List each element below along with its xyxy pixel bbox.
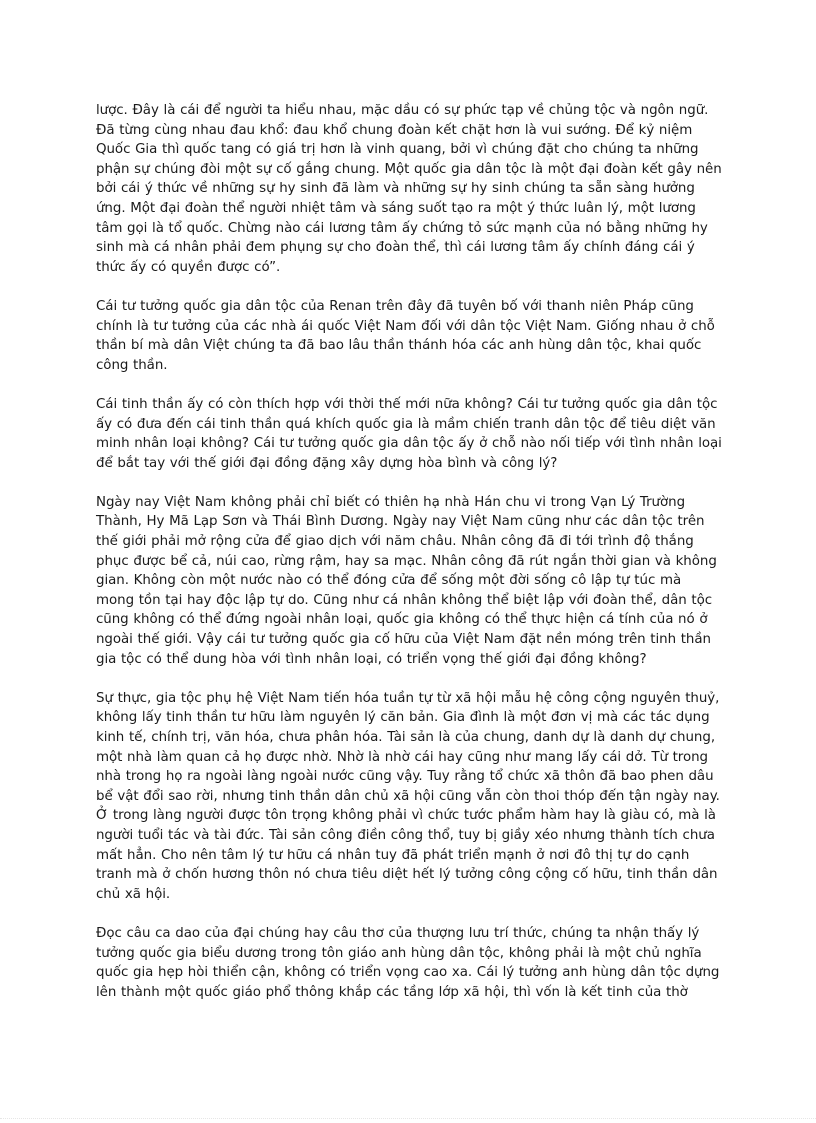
body-paragraph [96, 493, 728, 669]
body-paragraph [96, 924, 728, 1002]
text-line: không lấy tinh thần tư hữu làm nguyên lý căn bản. Gia đình là một đơn vị mà các tác dụng [96, 710, 710, 726]
text-line: Cái tinh thần ấy có còn thích hợp với thời thế mới nữa không? Cái tư tưởng quốc gia dân tộc [96, 396, 718, 412]
body-paragraph [96, 689, 728, 905]
text-line: kinh tế, chính trị, văn hóa, chưa phân hóa. Tài sản là của chung, danh dự là danh dự chung, [96, 730, 716, 745]
text-line: ngoài thế giới. Vậy cái tư tưởng quốc gia cố hữu của Việt Nam đặt nền móng trên tinh thần [96, 632, 711, 648]
body-paragraph [96, 101, 728, 277]
text-line: gian. Không còn một nước nào có thể đóng cửa để sống một đời sống cô lập tự túc mà [96, 573, 682, 589]
text-line: tưởng quốc gia biểu dương trong tôn giáo anh hùng dân tộc, không phải là một chủ nghĩa [96, 945, 702, 961]
text-line: phục được bể cả, núi cao, rừng rậm, hay sa mạc. Nhân công đã rút ngắn thời gian và không [96, 553, 717, 569]
text-line: quốc gia hẹp hòi thiển cận, không có triển vọng cao xa. Cái lý tưởng anh hùng dân tộc dựng [96, 965, 720, 981]
text-line: bể vật đổi sao rời, nhưng tinh thần dân chủ xã hội cũng vẫn còn thoi thóp đến tận ngày nay. [96, 788, 720, 804]
text-line: bởi cái ý thức về những sự hy sinh đã làm và những sự hy sinh chúng ta sẵn sàng hưởng [96, 181, 695, 197]
document-page [96, 101, 728, 1022]
text-line: tâm gọi là tổ quốc. Chừng nào cái lương tâm ấy chứng tỏ sức mạnh của nó bằng những hy [96, 220, 708, 236]
body-paragraph [96, 395, 728, 473]
text-line: gia tộc có thể dung hòa với tình nhân loại, có triển vọng thế giới đại đồng không? [96, 651, 647, 667]
text-line: Sự thực, gia tộc phụ hệ Việt Nam tiến hóa tuần tự từ xã hội mẫu hệ công cộng nguyên thuỷ, [96, 690, 720, 706]
text-line: Quốc Gia thì quốc tang có giá trị hơn là vinh quang, bởi vì chúng đặt cho chúng ta những [96, 142, 699, 158]
text-line: để bắt tay với thế giới đại đồng đặng xây dựng hòa bình và công lý? [96, 455, 558, 471]
text-line: thần bí mà dân Việt chúng ta đã bao lâu thần thánh hóa các anh hùng dân tộc, khai quốc [96, 338, 702, 354]
text-line: lên thành một quốc giáo phổ thông khắp các tầng lớp xã hội, thì vốn là kết tinh của thờ [96, 984, 688, 1000]
text-line: Ở trong làng người được tôn trọng không phải vì chức tước phẩm hàm hay là giàu có, mà là [96, 808, 716, 824]
text-line: chính là tư tưởng của các nhà ái quốc Việt Nam đối với dân tộc Việt Nam. Giống nhau ở chỗ [96, 318, 715, 334]
text-line: Đọc câu ca dao của đại chúng hay câu thơ của thượng lưu trí thức, chúng ta nhận thấy lý [96, 925, 700, 941]
text-line: người tuổi tác và tài đức. Tài sản công điền công thổ, tuy bị giầy xéo nhưng thành tích chưa [96, 827, 715, 843]
text-line: Ngày nay Việt Nam không phải chỉ biết có thiên hạ nhà Hán chu vi trong Vạn Lý Trường [96, 494, 686, 510]
text-line: minh nhân loại không? Cái tư tưởng quốc gia dân tộc ấy ở chỗ nào nối tiếp với tình nhân loại [96, 436, 722, 452]
text-line: nhà trong họ ra ngoài làng ngoài nước cũng vậy. Tuy rằng tổ chức xã thôn đã bao phen dâu [96, 769, 714, 785]
text-line: ấy có đưa đến cái tinh thần quá khích quốc gia là mầm chiến tranh dân tộc để tiêu diệt văn [96, 416, 716, 432]
text-line: ứng. Một đại đoàn thể người nhiệt tâm và sáng suốt tạo ra một ý thức luân lý, một lương [96, 200, 696, 216]
page-footer-divider [0, 1118, 816, 1119]
text-line: thức ấy có quyền được có”. [96, 259, 281, 275]
text-line: sinh mà cá nhân phải đem phụng sự cho đoàn thể, thì cái lương tâm ấy chính đáng cái ý [96, 240, 695, 256]
text-line: mong tồn tại hay độc lập tự do. Cũng như cá nhân không thể biệt lập với đoàn thể, dân tộc [96, 592, 713, 608]
text-line: mất hẳn. Cho nên tâm lý tư hữu cá nhân tuy đã phát triển mạnh ở nơi đô thị tự do cạnh [96, 847, 690, 863]
text-line: Đã từng cùng nhau đau khổ: đau khổ chung đoàn kết chặt hơn là vui sướng. Để kỷ niệm [96, 122, 693, 138]
text-line: phận sự chúng đòi một sự cố gắng chung. Một quốc gia dân tộc là một đại đoàn kết gây nên [96, 161, 722, 177]
text-line: Thành, Hy Mã Lạp Sơn và Thái Bình Dương. Ngày nay Việt Nam cũng như các dân tộc trên [96, 514, 705, 530]
text-line: lược. Đây là cái để người ta hiểu nhau, mặc dầu có sự phức tạp về chủng tộc và ngôn ngữ. [96, 103, 709, 118]
text-line: Cái tư tưởng quốc gia dân tộc của Renan trên đây đã tuyên bố với thanh niên Pháp cũng [96, 298, 694, 314]
text-line: công thần. [96, 357, 168, 373]
text-line: chủ xã hội. [96, 886, 171, 902]
text-line: một nhà làm quan cả họ được nhờ. Nhờ là nhờ cái hay cũng như mang lấy cái dở. Từ trong [96, 749, 708, 765]
text-line: cũng không có thể đứng ngoài nhân loại, quốc gia không có thể thực hiện cá tính của nó ở [96, 612, 708, 628]
body-paragraph [96, 297, 728, 375]
text-line: thế giới phải mở rộng cửa để giao dịch với năm châu. Nhân công đã đi tới trình độ thắng [96, 534, 694, 550]
text-line: tranh mà ở chốn hương thôn nó chưa tiêu diệt hết lý tưởng công cộng cố hữu, tinh thần dân [96, 867, 718, 883]
